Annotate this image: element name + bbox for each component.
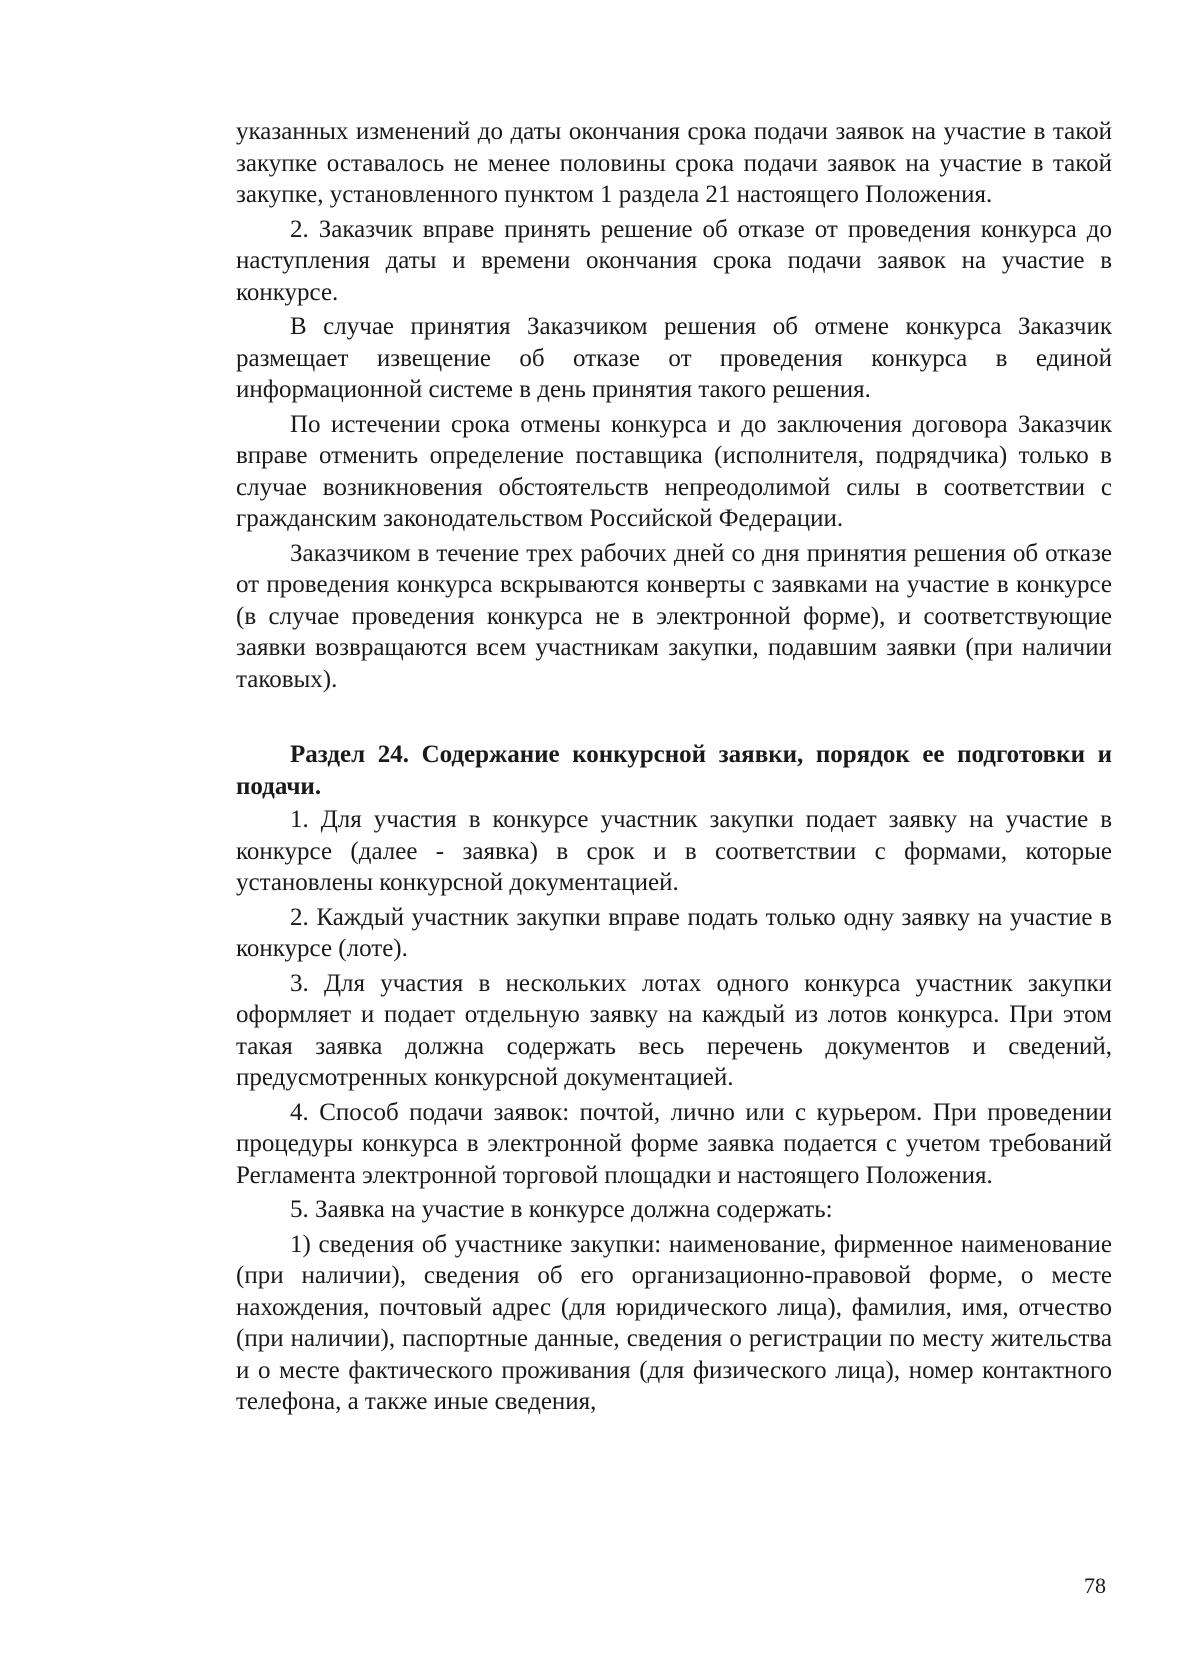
paragraph-section-item-3: 3. Для участия в нескольких лотах одного конкурса участник закупки оформляет и подает отдельную заявку на каждый из лотов конкурса. При этом такая заявка должна содержать весь перечень документов и сведений, предусмотренных конкурсной документацией. bbox=[236, 969, 1112, 1091]
document-body bbox=[236, 116, 1112, 1421]
paragraph-force-majeure: По истечении срока отмены конкурса и до заключения договора Заказчик вправе отменить определение поставщика (исполнителя, подрядчика) только в случае возникновения обстоятельств непреодолимой силы в соответствии с гражданским законодательством Российской Федерации. bbox=[236, 410, 1112, 532]
paragraph-continuation: указанных изменений до даты окончания срока подачи заявок на участие в такой закупке оставалось не менее половины срока подачи заявок на участие в такой закупке, установленного пунктом 1 раздела 21 настоящего Положения. bbox=[236, 118, 1112, 208]
paragraph-section-item-4: 4. Способ подачи заявок: почтой, лично или с курьером. При проведении процедуры конкурса в электронной форме заявка подается с учетом требований Регламента электронной торговой площадки и настоящего Положения. bbox=[236, 1098, 1112, 1189]
page-number: 78 bbox=[1084, 1573, 1106, 1598]
paragraph-section-item-5: 5. Заявка на участие в конкурсе должна содержать: bbox=[290, 1196, 833, 1223]
section-heading: Раздел 24. Содержание конкурсной заявки, порядок ее подготовки и подачи. bbox=[236, 741, 1112, 800]
paragraph-envelopes-return: Заказчиком в течение трех рабочих дней со дня принятия решения об отказе от проведения конкурса вскрываются конверты с заявками на участие в конкурсе (в случае проведения конкурса не в электронной форме), и соответствующие заявки возвращаются всем участникам закупки, подавшим заявки (при наличии таковых). bbox=[236, 539, 1112, 693]
paragraph-cancel-notice: В случае принятия Заказчиком решения об отмене конкурса Заказчик размещает извещение об отказе от проведения конкурса в единой информационной системе в день принятия такого решения. bbox=[236, 313, 1112, 403]
paragraph-item-2: 2. Заказчик вправе принять решение об отказе от проведения конкурса до наступления даты и времени окончания срока подачи заявок на участие в конкурсе. bbox=[236, 215, 1112, 306]
paragraph-section-item-2: 2. Каждый участник закупки вправе подать только одну заявку на участие в конкурсе (лоте). bbox=[236, 903, 1112, 962]
paragraph-section-item-1: 1. Для участия в конкурсе участник закупки подает заявку на участие в конкурсе (далее - заявка) в срок и в соответствии с формами, которые установлены конкурсной документацией. bbox=[236, 806, 1112, 896]
paragraph-subitem-1: 1) сведения об участнике закупки: наименование, фирменное наименование (при наличии), сведения об его организационно-правовой форме, о месте нахождения, почтовый адрес (для юридического лица), фамилия, имя, отчество (при наличии), паспортные данные, сведения о регистрации по месту жительства и о месте фактического проживания (для физического лица), номер контактного телефона, а также иные сведения, bbox=[236, 1230, 1112, 1415]
